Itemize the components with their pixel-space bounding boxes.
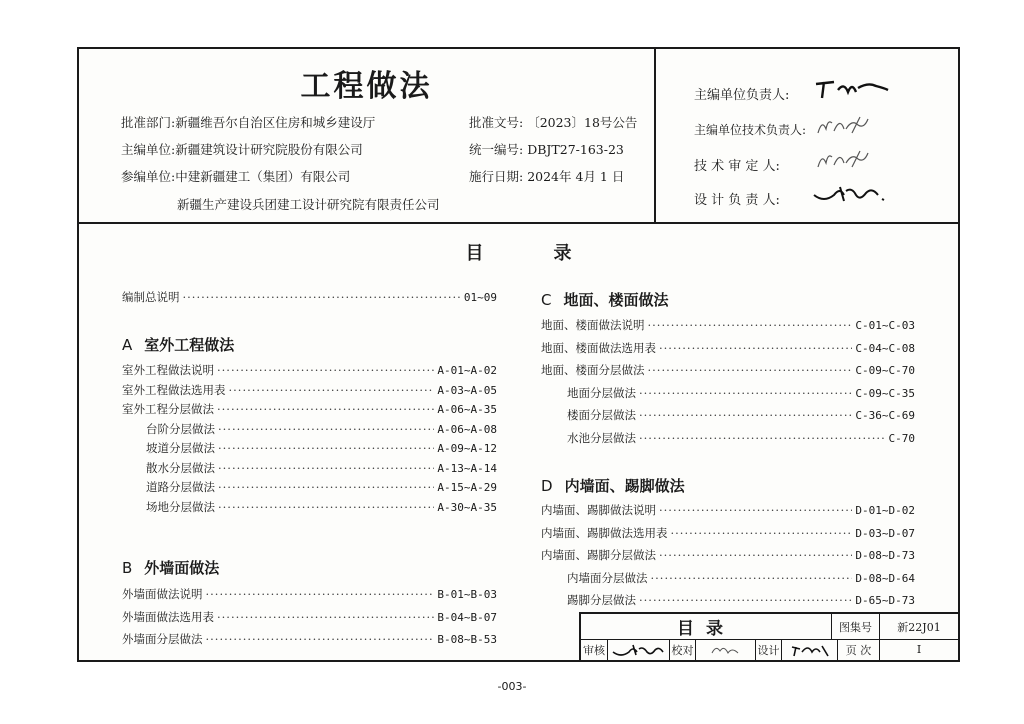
resp-design-head <box>694 189 780 208</box>
page-number: -003- <box>497 680 527 693</box>
title-block-row-top <box>581 614 958 640</box>
meta-value: 新疆建筑设计研究院股份有限公司 <box>175 142 363 157</box>
toc-entry-pages: A-30~A-35 <box>437 500 497 514</box>
toc-entry[interactable] <box>146 421 497 437</box>
toc-entry-pages: C-36~C-69 <box>855 409 915 422</box>
toc-entry-pages: C-04~C-08 <box>855 341 915 355</box>
toc-entry-pages: A-01~A-02 <box>437 364 497 377</box>
toc-entry[interactable] <box>541 525 915 541</box>
leader-dots <box>639 408 852 422</box>
section-title: 外墙面做法 <box>144 559 220 577</box>
design-signature <box>781 639 837 660</box>
toc-entry[interactable] <box>541 547 915 563</box>
toc-entry-pages: D-08~D-64 <box>855 571 915 585</box>
toc-entry-pages: B-01~B-03 <box>437 588 497 601</box>
title-block-row-bottom <box>581 639 958 660</box>
leader-dots <box>218 461 434 475</box>
toc-title: 目录 <box>465 243 642 264</box>
section-title: 室外工程做法 <box>144 336 235 354</box>
toc-entry-label: 台阶分层做法 <box>146 421 215 436</box>
toc-entry[interactable] <box>541 502 915 518</box>
meta-approval-no <box>469 113 637 131</box>
leader-dots <box>659 341 852 355</box>
title-block-title: 目录 <box>677 619 735 639</box>
toc-entry-label: 地面、楼面做法选用表 <box>541 340 656 355</box>
toc-entry-label: 地面、楼面分层做法 <box>541 363 645 377</box>
toc-entry[interactable] <box>122 382 497 398</box>
toc-entry[interactable] <box>146 460 497 476</box>
toc-entry-label: 外墙面做法说明 <box>122 587 203 601</box>
toc-entry-label: 内墙面、踢脚分层做法 <box>541 548 656 562</box>
toc-entry[interactable] <box>122 362 497 378</box>
toc-entry[interactable] <box>541 317 915 333</box>
toc-entry-pages: D-08~D-73 <box>855 549 915 562</box>
toc-entry[interactable] <box>122 401 497 417</box>
meta-label: 主编单位: <box>121 142 176 157</box>
leader-dots <box>217 610 434 624</box>
toc-entry-label: 编制总说明 <box>122 290 180 304</box>
meta-value: 中建新疆建工（集团）有限公司 <box>175 169 351 184</box>
proof-signature <box>695 639 755 660</box>
resp-label: 技 术 审 定 人: <box>694 159 780 174</box>
toc-entry-pages: A-15~A-29 <box>437 481 497 494</box>
section-heading-b <box>122 557 219 578</box>
toc-entry-label: 地面分层做法 <box>567 385 636 400</box>
leader-dots <box>183 290 461 304</box>
toc-entry-pages: C-09~C-35 <box>855 386 915 400</box>
leader-dots <box>648 363 853 377</box>
toc-entry-pages: D-65~D-73 <box>855 594 915 607</box>
toc-entry-pages: A-13~A-14 <box>437 461 497 475</box>
responsible-persons-panel <box>656 49 958 222</box>
toc-entry-pages: D-03~D-07 <box>855 526 915 540</box>
toc-entry-label: 外墙面做法选用表 <box>122 609 214 624</box>
meta-label: 统一编号: <box>469 142 524 157</box>
meta-value: DBJT27-163-23 <box>527 142 624 157</box>
leader-dots <box>218 441 434 455</box>
toc-entry-label: 散水分层做法 <box>146 460 215 475</box>
page-value: I <box>879 639 958 660</box>
toc-entry-pages: B-08~B-53 <box>437 633 497 646</box>
signature-image <box>812 113 882 140</box>
toc-entry-label: 内墙面、踢脚做法选用表 <box>541 525 668 540</box>
section-letter: D <box>541 477 553 495</box>
toc-entry[interactable] <box>567 570 915 586</box>
meta-label: 施行日期: <box>469 169 524 184</box>
toc-entry-label: 场地分层做法 <box>146 499 215 514</box>
atlas-no-label: 图集号 <box>831 614 879 639</box>
section-letter: B <box>122 559 133 577</box>
meta-chief-editor <box>121 140 363 158</box>
toc-entry-label: 室外工程做法说明 <box>122 363 214 377</box>
section-letter: C <box>541 291 552 309</box>
section-title: 地面、楼面做法 <box>563 291 669 309</box>
section-heading-c <box>541 289 669 310</box>
toc-entry-label: 地面、楼面做法说明 <box>541 318 645 332</box>
leader-dots <box>218 500 434 514</box>
toc-entry[interactable] <box>122 586 497 602</box>
toc-entry[interactable] <box>122 631 497 647</box>
toc-entry-pages: A-06~A-08 <box>437 422 497 436</box>
leader-dots <box>651 571 853 585</box>
meta-label: 参编单位: <box>121 169 176 184</box>
resp-label: 主编单位技术负责人: <box>694 123 807 137</box>
toc-entry[interactable] <box>567 430 915 446</box>
toc-entry-pages: B-04~B-07 <box>437 610 497 624</box>
leader-dots <box>659 548 852 562</box>
leader-dots <box>218 422 434 436</box>
toc-entry-pages: 01~09 <box>463 291 497 304</box>
header-info-panel <box>79 49 656 222</box>
toc-entry-label: 踢脚分层做法 <box>567 593 636 607</box>
meta-value: 新疆生产建设兵团建工设计研究院有限责任公司 <box>177 197 440 212</box>
section-heading-d <box>541 475 685 496</box>
meta-unified-no <box>469 140 624 158</box>
leader-dots <box>659 503 852 517</box>
leader-dots <box>217 363 434 377</box>
sheet-header <box>79 49 958 224</box>
toc-entry[interactable] <box>567 407 915 423</box>
leader-dots <box>218 480 434 494</box>
leader-dots <box>229 383 435 397</box>
toc-entry-label: 内墙面、踢脚做法说明 <box>541 503 656 517</box>
toc-entry-pages: C-70 <box>888 431 915 445</box>
toc-entry-pages: A-09~A-12 <box>437 442 497 455</box>
leader-dots <box>639 431 886 445</box>
toc-entry-label: 楼面分层做法 <box>567 408 636 422</box>
toc-entry[interactable] <box>146 440 497 456</box>
leader-dots <box>671 526 853 540</box>
design-label: 设计 <box>755 639 781 660</box>
meta-value: 〔2023〕18号公告 <box>527 115 638 130</box>
meta-effective-date <box>469 167 624 185</box>
leader-dots <box>639 386 852 400</box>
toc-entry-label: 室外工程分层做法 <box>122 402 214 416</box>
toc-entry-label: 道路分层做法 <box>146 480 215 494</box>
review-signature <box>607 639 669 660</box>
leader-dots <box>206 632 435 646</box>
toc-entry-pages: C-09~C-70 <box>855 364 915 377</box>
resp-label: 设 计 负 责 人: <box>694 193 780 208</box>
review-label: 审核 <box>583 643 605 657</box>
resp-tech-reviewer <box>694 155 780 174</box>
toc-entry[interactable] <box>567 385 915 401</box>
toc-entry-label: 坡道分层做法 <box>146 441 215 455</box>
meta-participating-unit-2 <box>177 195 440 213</box>
toc-entry-label: 室外工程做法选用表 <box>122 382 226 397</box>
drawing-sheet <box>77 47 960 662</box>
atlas-no-value: 新22J01 <box>879 614 958 639</box>
toc-entry-pages: A-03~A-05 <box>437 383 497 397</box>
toc-entry-general[interactable] <box>122 289 497 305</box>
meta-value: 2024年 4月 1 日 <box>527 169 625 184</box>
toc-entry-pages: D-01~D-02 <box>855 504 915 517</box>
meta-label: 批准文号: <box>469 115 524 130</box>
document-title: 工程做法 <box>300 69 433 104</box>
signature-image <box>812 76 892 104</box>
signature-image <box>812 181 892 209</box>
toc-entry-pages: A-06~A-35 <box>437 403 497 416</box>
title-block <box>579 612 958 660</box>
leader-dots <box>639 593 852 607</box>
resp-chief-tech-head <box>694 121 806 138</box>
proof-label: 校对 <box>669 639 695 660</box>
section-title: 内墙面、踢脚做法 <box>564 477 685 495</box>
toc-entry[interactable] <box>122 609 497 625</box>
toc-entry[interactable] <box>146 499 497 515</box>
toc-entry[interactable] <box>541 340 915 356</box>
leader-dots <box>217 402 434 416</box>
toc-entry-label: 内墙面分层做法 <box>567 570 648 585</box>
meta-participating-unit <box>121 167 350 185</box>
toc-entry-label: 水池分层做法 <box>567 430 636 445</box>
toc-entry-pages: C-01~C-03 <box>855 319 915 332</box>
toc-entry[interactable] <box>541 362 915 378</box>
section-heading-a <box>122 334 234 355</box>
meta-approving-dept <box>121 113 375 131</box>
leader-dots <box>206 587 435 601</box>
meta-value: 新疆维吾尔自治区住房和城乡建设厅 <box>175 115 376 130</box>
section-letter: A <box>122 336 133 354</box>
toc-entry[interactable] <box>567 592 915 608</box>
page-label: 页 次 <box>837 639 879 660</box>
signature-image <box>812 147 882 175</box>
toc-entry-label: 外墙面分层做法 <box>122 632 203 646</box>
leader-dots <box>648 318 853 332</box>
resp-label: 主编单位负责人: <box>694 88 790 103</box>
meta-label: 批准部门: <box>121 115 176 130</box>
toc-entry[interactable] <box>146 479 497 495</box>
resp-chief-unit-head <box>694 84 789 103</box>
